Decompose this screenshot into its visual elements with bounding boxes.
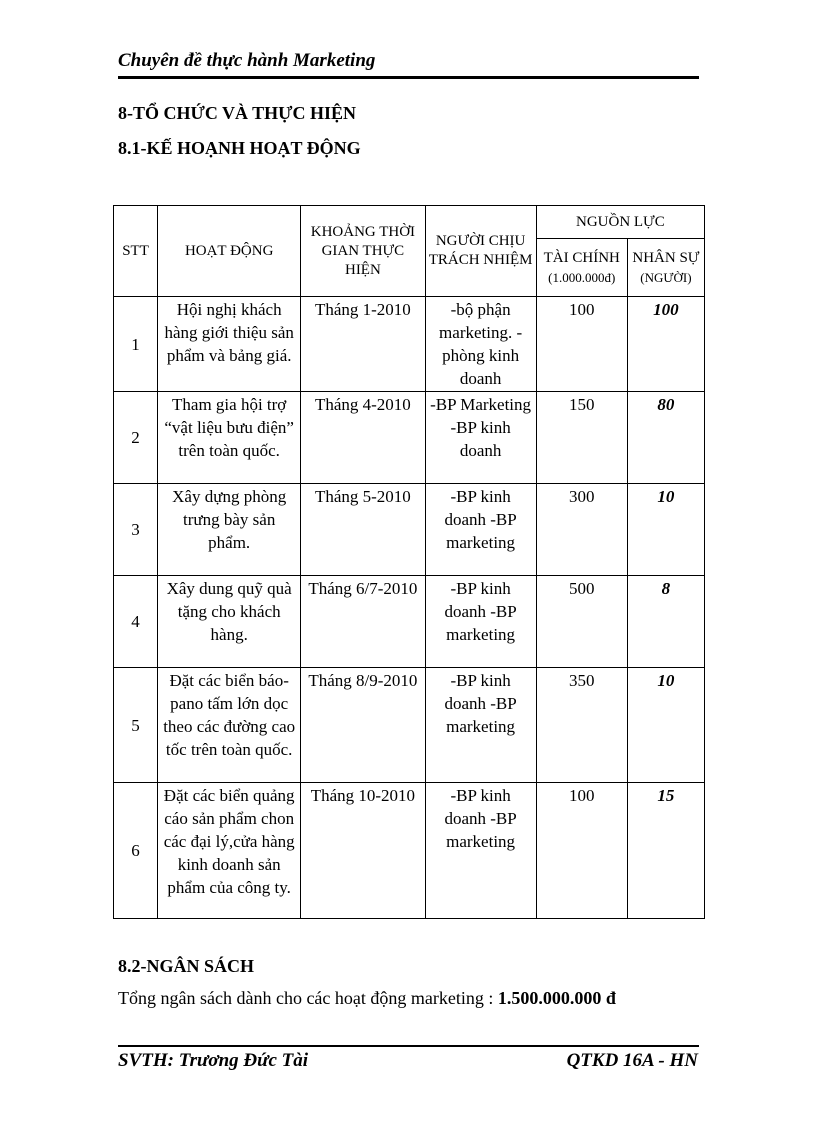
- cell-staff: 100: [627, 297, 704, 392]
- cell-staff: 10: [627, 668, 704, 783]
- cell-stt: 4: [114, 576, 158, 668]
- col-header-owner: NGƯỜI CHỊU TRÁCH NHIỆM: [425, 206, 536, 297]
- table-row: [114, 484, 705, 576]
- cell-owner: -BP Marketing -BP kinh doanh: [425, 392, 536, 484]
- cell-owner: -bộ phận marketing. -phòng kinh doanh: [425, 297, 536, 392]
- cell-owner: -BP kinh doanh -BP marketing: [425, 576, 536, 668]
- cell-stt: 1: [114, 297, 158, 392]
- cell-time: Tháng 10-2010: [301, 783, 425, 919]
- table-row: [114, 392, 705, 484]
- cell-finance: 350: [536, 668, 627, 783]
- col-header-activity: HOẠT ĐỘNG: [158, 206, 301, 297]
- budget-amount: 1.500.000.000 đ: [497, 988, 616, 1008]
- cell-owner: -BP kinh doanh -BP marketing: [425, 783, 536, 919]
- col-header-time: KHOẢNG THỜI GIAN THỰC HIỆN: [301, 206, 425, 297]
- cell-finance: 300: [536, 484, 627, 576]
- finance-label: TÀI CHÍNH: [543, 249, 620, 266]
- table-row: [114, 297, 705, 392]
- budget-paragraph: [118, 988, 616, 1009]
- cell-time: Tháng 8/9-2010: [301, 668, 425, 783]
- section-8-title: 8-TỔ CHỨC VÀ THỰC HIỆN: [118, 103, 357, 123]
- cell-staff: 15: [627, 783, 704, 919]
- cell-activity: Hội nghị khách hàng giới thiệu sản phẩm và bảng giá.: [158, 297, 301, 392]
- cell-activity: Tham gia hội trợ “vật liệu bưu điện” trên toàn quốc.: [158, 392, 301, 484]
- cell-stt: 3: [114, 484, 158, 576]
- footer-rule: [118, 1045, 699, 1047]
- cell-activity: Xây dựng phòng trưng bày sản phẩm.: [158, 484, 301, 576]
- cell-staff: 8: [627, 576, 704, 668]
- cell-owner: -BP kinh doanh -BP marketing: [425, 484, 536, 576]
- cell-activity: Xây dung quỹ quà tặng cho khách hàng.: [158, 576, 301, 668]
- cell-owner: -BP kinh doanh -BP marketing: [425, 668, 536, 783]
- cell-activity: Đặt các biển quảng cáo sản phẩm chon các đại lý,cửa hàng kinh doanh sản phẩm của công ty.: [158, 783, 301, 919]
- col-header-stt: STT: [114, 206, 158, 297]
- cell-staff: 10: [627, 484, 704, 576]
- section-8-2-title: 8.2-NGÂN SÁCH: [118, 956, 255, 976]
- col-header-resources: NGUỒN LỰC: [536, 206, 704, 239]
- cell-staff: 80: [627, 392, 704, 484]
- cell-time: Tháng 4-2010: [301, 392, 425, 484]
- table-row: [114, 576, 705, 668]
- cell-finance: 150: [536, 392, 627, 484]
- cell-time: Tháng 1-2010: [301, 297, 425, 392]
- section-8-1-title: 8.1-KẾ HOẠNH HOẠT ĐỘNG: [118, 138, 361, 158]
- cell-time: Tháng 6/7-2010: [301, 576, 425, 668]
- footer-class: QTKD 16A - HN: [566, 1050, 698, 1071]
- budget-text: Tổng ngân sách dành cho các hoạt động marketing :: [118, 988, 494, 1008]
- document-header: Chuyên đề thực hành Marketing: [118, 50, 376, 71]
- col-header-staff: [627, 239, 704, 297]
- staff-unit: (NGƯỜI): [640, 269, 692, 285]
- finance-unit: (1.000.000đ): [548, 269, 616, 285]
- activity-plan-table: [113, 205, 705, 919]
- cell-stt: 6: [114, 783, 158, 919]
- cell-stt: 2: [114, 392, 158, 484]
- header-rule: [118, 76, 699, 79]
- table-row: [114, 668, 705, 783]
- cell-finance: 100: [536, 783, 627, 919]
- cell-time: Tháng 5-2010: [301, 484, 425, 576]
- cell-finance: 100: [536, 297, 627, 392]
- staff-label: NHÂN SỰ: [632, 249, 700, 266]
- cell-activity: Đặt các biển báo-pano tấm lớn dọc theo các đường cao tốc trên toàn quốc.: [158, 668, 301, 783]
- cell-finance: 500: [536, 576, 627, 668]
- table-row: [114, 783, 705, 919]
- cell-stt: 5: [114, 668, 158, 783]
- footer-student: SVTH: Trương Đức Tài: [118, 1050, 309, 1071]
- col-header-finance: [536, 239, 627, 297]
